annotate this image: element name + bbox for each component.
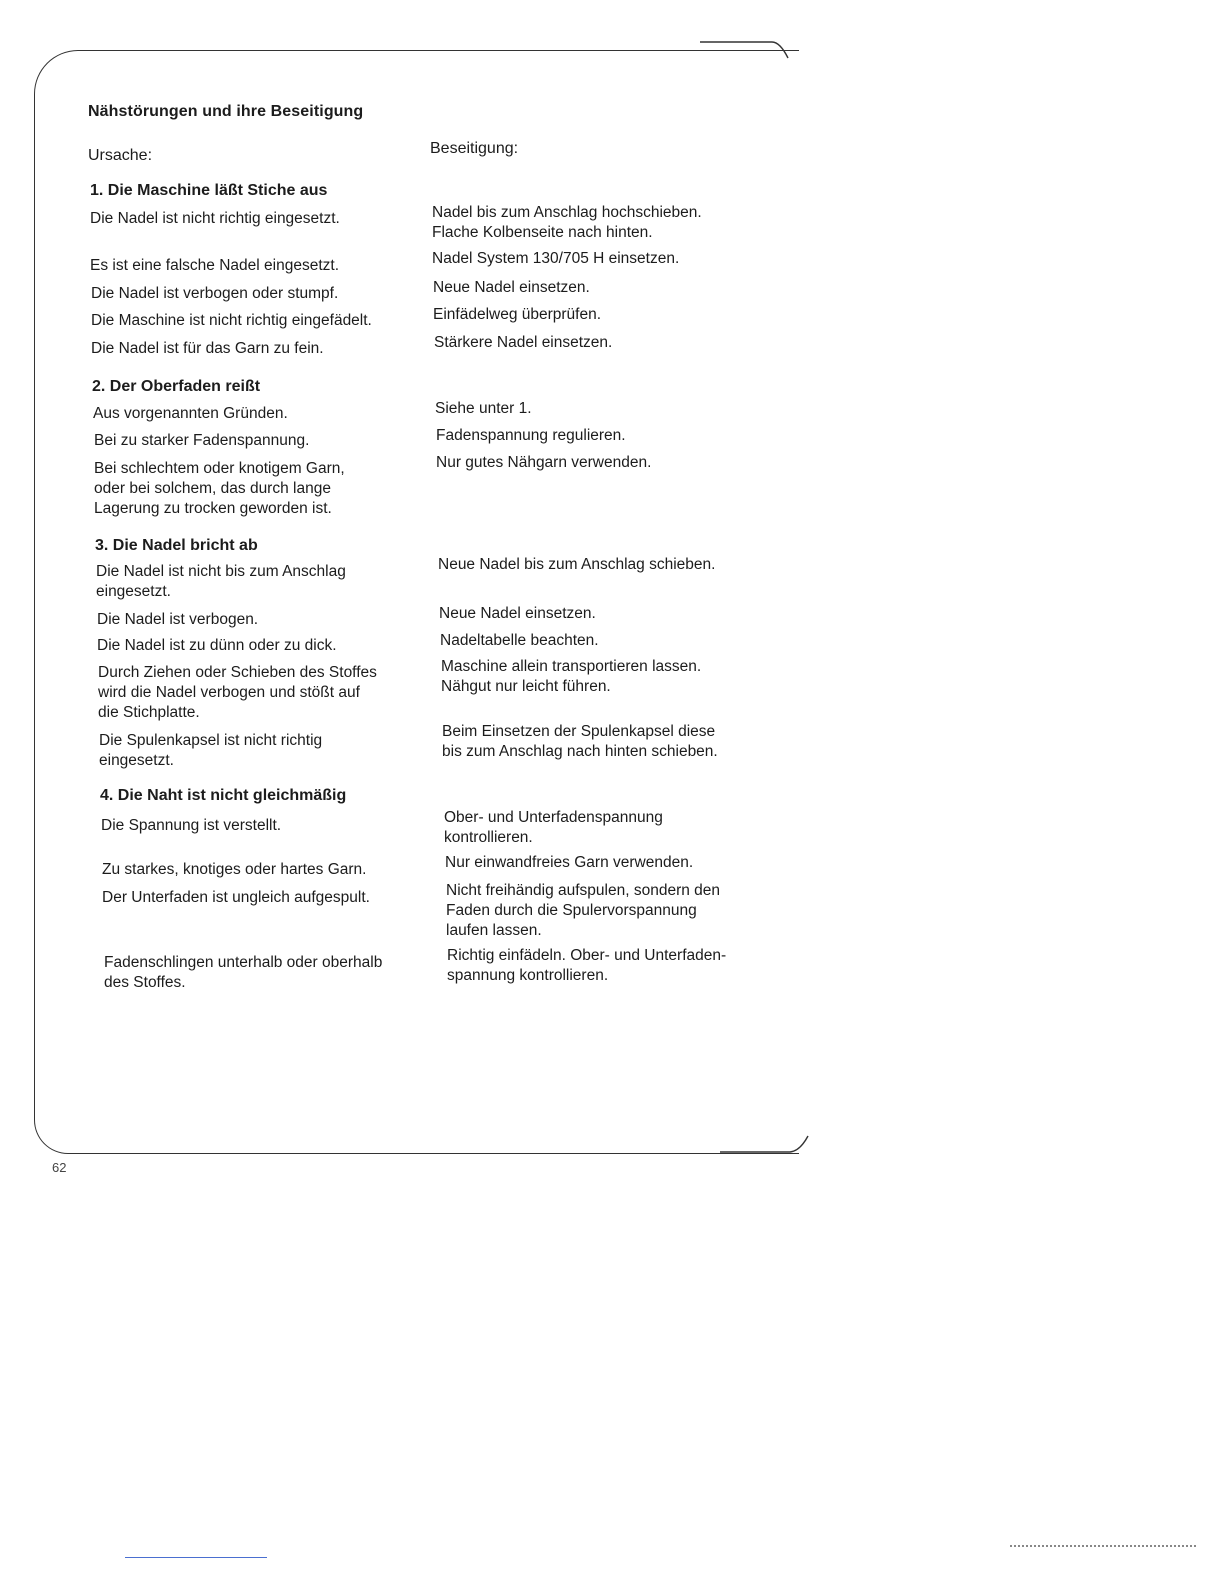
section-heading: 1. Die Maschine läßt Stiche aus: [90, 182, 328, 199]
column-header-cause: Ursache:: [88, 147, 153, 164]
section-heading: 4. Die Naht ist nicht gleichmäßig: [100, 787, 347, 804]
remedy-text: Neue Nadel einsetzen.: [433, 279, 590, 296]
cause-text: Der Unterfaden ist ungleich aufgespult.: [102, 889, 370, 906]
underline-mark: [125, 1557, 267, 1558]
remedy-text: Beim Einsetzen der Spulenkapsel diese bis zum Anschlag nach hinten schieben.: [442, 723, 718, 760]
cause-text: Die Nadel ist verbogen oder stumpf.: [91, 285, 339, 302]
cause-text: Die Spulenkapsel ist nicht richtig eingesetzt.: [99, 732, 323, 769]
remedy-text: Ober- und Unterfadenspannung kontrollieren.: [444, 809, 663, 846]
frame-corner-bottom: [720, 1130, 820, 1160]
cause-text: Die Spannung ist verstellt.: [101, 817, 282, 834]
cause-text: Es ist eine falsche Nadel eingesetzt.: [90, 257, 339, 274]
cause-text: Die Nadel ist zu dünn oder zu dick.: [97, 637, 337, 654]
page-title: Nähstörungen und ihre Beseitigung: [88, 103, 364, 120]
dotted-scan-line: [1010, 1545, 1196, 1547]
remedy-text: Nadel System 130/705 H einsetzen.: [432, 250, 680, 267]
remedy-text: Einfädelweg überprüfen.: [433, 306, 602, 323]
cause-text: Die Nadel ist für das Garn zu fein.: [91, 340, 324, 357]
remedy-text: Nur einwandfreies Garn verwenden.: [445, 854, 694, 871]
remedy-text: Nadel bis zum Anschlag hochschieben. Flache Kolbenseite nach hinten.: [432, 204, 702, 241]
page-number: 62: [52, 1160, 67, 1172]
section-heading: 2. Der Oberfaden reißt: [92, 378, 261, 395]
remedy-text: Siehe unter 1.: [435, 400, 532, 417]
cause-text: Die Nadel ist nicht richtig eingesetzt.: [90, 210, 340, 227]
remedy-text: Nadeltabelle beachten.: [440, 632, 599, 649]
remedy-text: Stärkere Nadel einsetzen.: [434, 334, 613, 351]
remedy-text: Richtig einfädeln. Ober- und Unterfaden- spannung kontrollieren.: [447, 947, 727, 984]
remedy-text: Fadenspannung regulieren.: [436, 427, 626, 444]
cause-text: Die Maschine ist nicht richtig eingefädelt.: [91, 312, 372, 329]
cause-text: Aus vorgenannten Gründen.: [93, 405, 288, 422]
remedy-text: Neue Nadel einsetzen.: [439, 605, 596, 622]
cause-text: Bei schlechtem oder knotigem Garn, oder bei solchem, das durch lange Lagerung zu trocken geworden ist.: [94, 460, 345, 517]
cause-text: Fadenschlingen unterhalb oder oberhalb des Stoffes.: [104, 954, 383, 991]
cause-text: Die Nadel ist nicht bis zum Anschlag eingesetzt.: [96, 563, 346, 600]
frame-corner-top: [700, 36, 800, 66]
remedy-text: Nicht freihändig aufspulen, sondern den Faden durch die Spulervorspannung laufen lassen.: [446, 882, 721, 939]
cause-text: Bei zu starker Fadenspannung.: [94, 432, 310, 449]
remedy-text: Nur gutes Nähgarn verwenden.: [436, 454, 652, 471]
cause-text: Durch Ziehen oder Schieben des Stoffes wird die Nadel verbogen und stößt auf die Stichplatte.: [98, 664, 377, 721]
remedy-text: Neue Nadel bis zum Anschlag schieben.: [438, 556, 716, 573]
remedy-text: Maschine allein transportieren lassen. Nähgut nur leicht führen.: [441, 658, 702, 695]
cause-text: Die Nadel ist verbogen.: [97, 611, 259, 628]
section-heading: 3. Die Nadel bricht ab: [95, 537, 258, 554]
cause-text: Zu starkes, knotiges oder hartes Garn.: [102, 861, 367, 878]
column-header-remedy: Beseitigung:: [430, 140, 519, 157]
